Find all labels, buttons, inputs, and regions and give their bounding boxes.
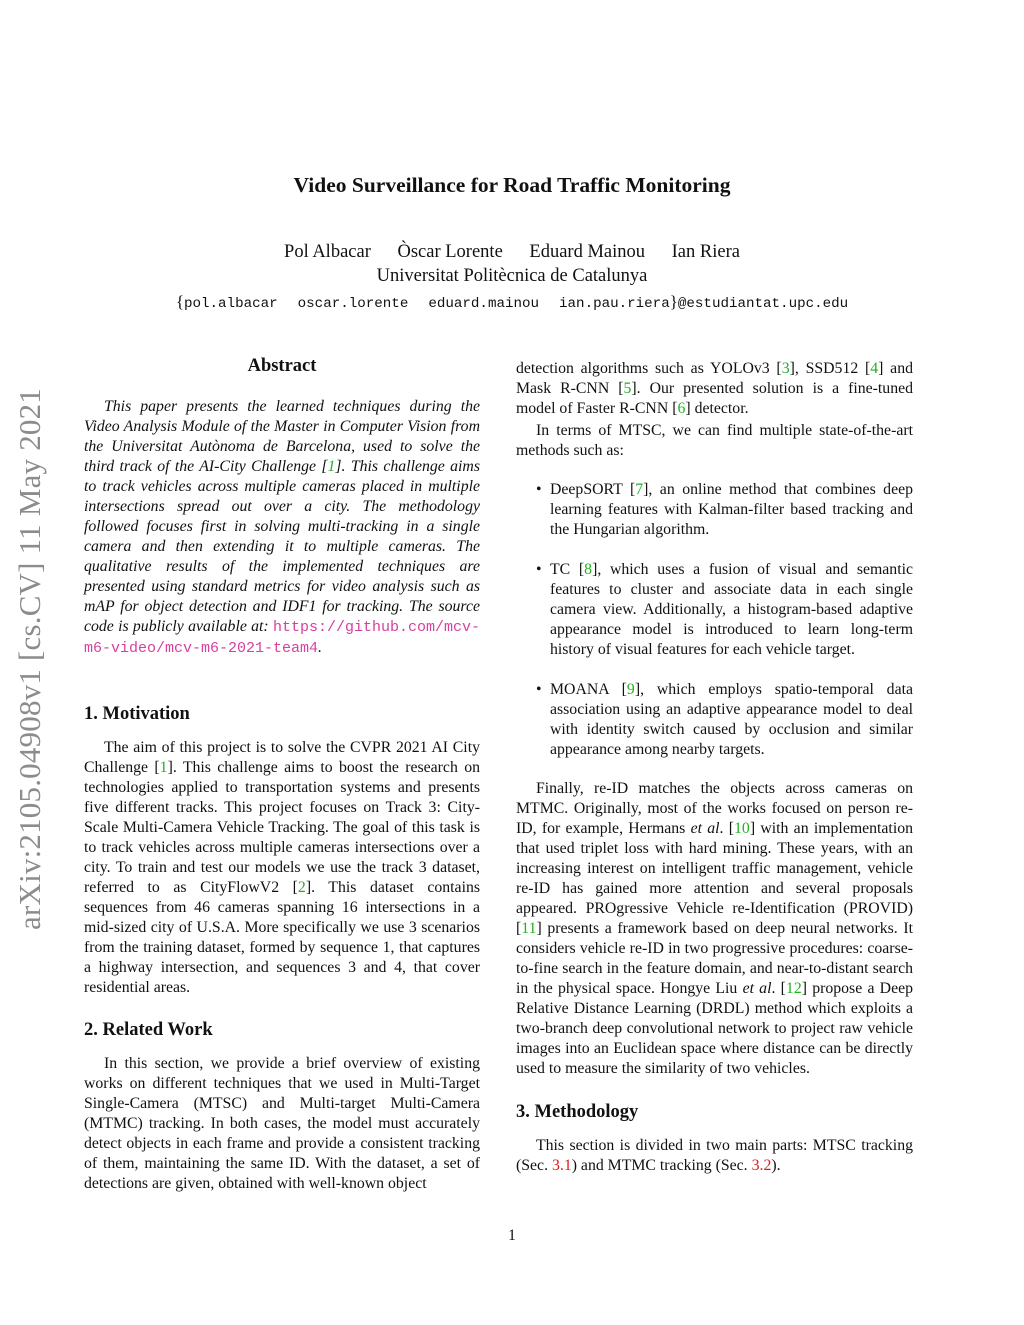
citation-link[interactable]: 1: [327, 458, 336, 475]
section-ref-link[interactable]: 3.2: [751, 1157, 772, 1174]
bullet-icon: •: [536, 681, 542, 698]
section-heading-methodology: 3. Methodology: [516, 1102, 639, 1122]
list-item: • TC [8], which uses a fusion of visual and semantic features to cluster and associate data in each single camera view. Additionally, a histogram-based adaptive appearance model is introduced to learn long-term history of visual features for each vehicle target.: [536, 561, 913, 658]
left-column: [84, 356, 480, 1194]
reid-paragraph: Finally, re-ID matches the objects across cameras on MTMC. Originally, most of the works focused on person re-ID, for example, Hermans et al. [10] with an implementation that used triplet loss with hard mining. These years, with an increasing interest on intelligent traffic management, vehicle re-ID has gained more attention and several proposals appeared. PROgressive Vehicle re-Identification (PROVID) [11] presents a framework based on deep neural networks. It considers vehicle re-ID in two progressive procedures: coarse-to-fine search in the feature domain, and near-to-distant search in the physical space. Hongye Liu et al. [12] propose a Deep Relative Distance Learning (DRDL) method which exploits a two-branch deep convolutional network to project raw vehicle images into an Euclidean space where distance can be directly used to measure the similarity of two vehicles.: [516, 780, 914, 1077]
citation-link[interactable]: 6: [677, 400, 686, 417]
detection-paragraph: detection algorithms such as YOLOv3 [3], SSD512 [4] and Mask R-CNN [5]. Our presented solution is a fine-tuned model of Faster R-CNN [6] detector.: [516, 360, 913, 417]
affiliation: Universitat Politècnica de Catalunya: [376, 266, 648, 286]
email-user: eduard.mainou: [428, 296, 540, 312]
source-code-link[interactable]: https://github.com/mcv-m6-video/mcv-m6-2021-team4: [84, 619, 480, 657]
email-user: oscar.lorente: [297, 296, 409, 312]
citation-link[interactable]: 7: [635, 481, 644, 498]
page-number: 1: [508, 1227, 516, 1244]
email-list: [0, 292, 1024, 312]
bullet-icon: •: [536, 561, 542, 578]
citation-link[interactable]: 5: [623, 380, 632, 397]
section-heading-motivation: 1. Motivation: [84, 704, 190, 724]
section-heading-related-work: 2. Related Work: [84, 1020, 213, 1040]
method-list: [516, 480, 913, 760]
email-domain: @estudiantat.upc.edu: [677, 296, 849, 312]
right-column: [516, 359, 913, 1176]
citation-link[interactable]: 1: [159, 759, 168, 776]
citation-link[interactable]: 8: [584, 561, 593, 578]
abstract-text: This paper presents the learned techniques during the Video Analysis Module of the Master in Computer Vision from the Universitat Autònoma de Barcelona, used to solve the third track of the AI-City Challenge [1]. This challenge aims to track vehicles across multiple cameras placed in multiple intersections spread out over a city. The methodology followed focuses first in solving multi-tracking in a single camera and then extending it to multiple cameras. The qualitative results of the implemented techniques are presented using standard metrics for video analysis such as mAP for object detection and IDF1 for tracking. The source code is publicly available at: https://github.com/mcv-m6-video/mcv-m6-2021-team4.: [84, 398, 480, 657]
related-work-text: In this section, we provide a brief overview of existing works on different techniques that we used in Multi-Target Single-Camera (MTSC) and Multi-target Multi-Camera (MTMC) tracking. In both cases, the model must accurately detect objects in each frame and provide a consistent tracking of them, maintaining the same ID. With the dataset, a set of detections are given, obtained with well-known object: [84, 1055, 480, 1192]
bullet-icon: •: [536, 481, 542, 498]
brace-close: }: [669, 292, 678, 311]
author-block: [0, 240, 1024, 288]
author-name: Òscar Lorente: [397, 242, 503, 262]
brace-open: {: [175, 292, 184, 311]
email-user: ian.pau.riera: [559, 296, 670, 312]
citation-link[interactable]: 9: [626, 681, 635, 698]
citation-link[interactable]: 3: [781, 360, 790, 377]
mtsc-paragraph: In terms of MTSC, we can find multiple state-of-the-art methods such as:: [516, 422, 913, 459]
list-item: • DeepSORT [7], an online method that combines deep learning features with Kalman-filter based tracking and the Hungarian algorithm.: [536, 481, 914, 538]
author-name: Eduard Mainou: [529, 242, 646, 262]
paper-title: Video Surveillance for Road Traffic Monitoring: [293, 173, 731, 197]
methodology-text: This section is divided in two main parts: MTSC tracking (Sec. 3.1) and MTMC tracking (Sec. 3.2).: [516, 1137, 913, 1174]
citation-link[interactable]: 11: [521, 920, 537, 937]
author-name: Pol Albacar: [284, 242, 371, 262]
citation-link[interactable]: 12: [785, 980, 802, 997]
citation-link[interactable]: 4: [870, 360, 879, 377]
citation-link[interactable]: 10: [734, 820, 750, 837]
citation-link[interactable]: 2: [297, 879, 306, 896]
section-ref-link[interactable]: 3.1: [551, 1157, 572, 1174]
arxiv-identifier: arXiv:2105.04908v1 [cs.CV] 11 May 2021: [12, 387, 47, 930]
author-name: Ian Riera: [671, 242, 740, 262]
abstract-heading: Abstract: [247, 356, 317, 376]
email-user: pol.albacar: [184, 296, 278, 312]
list-item: • MOANA [9], which employs spatio-temporal data association using an adaptive appearance model to deal with identity switch caused by occlusion and similar appearance among nearby targets.: [536, 681, 913, 758]
motivation-text: The aim of this project is to solve the CVPR 2021 AI City Challenge [1]. This challenge aims to boost the research on technologies applied to transportation systems and presents five different tracks. This project focuses on Track 3: City-Scale Multi-Camera Vehicle Tracking. The goal of this task is to track vehicles across multiple cameras intersections over a city. To train and test our models we use the track 3 dataset, referred to as CityFlowV2 [2]. This dataset contains sequences from 46 cameras spanning 16 intersections in a mid-sized city of U.S.A. More specifically we use 3 scenarios from the training dataset, formed by sequence 1, that captures a highway intersection, and sequences 3 and 4, that cover residential areas.: [84, 739, 481, 996]
author-list: [0, 240, 1024, 264]
